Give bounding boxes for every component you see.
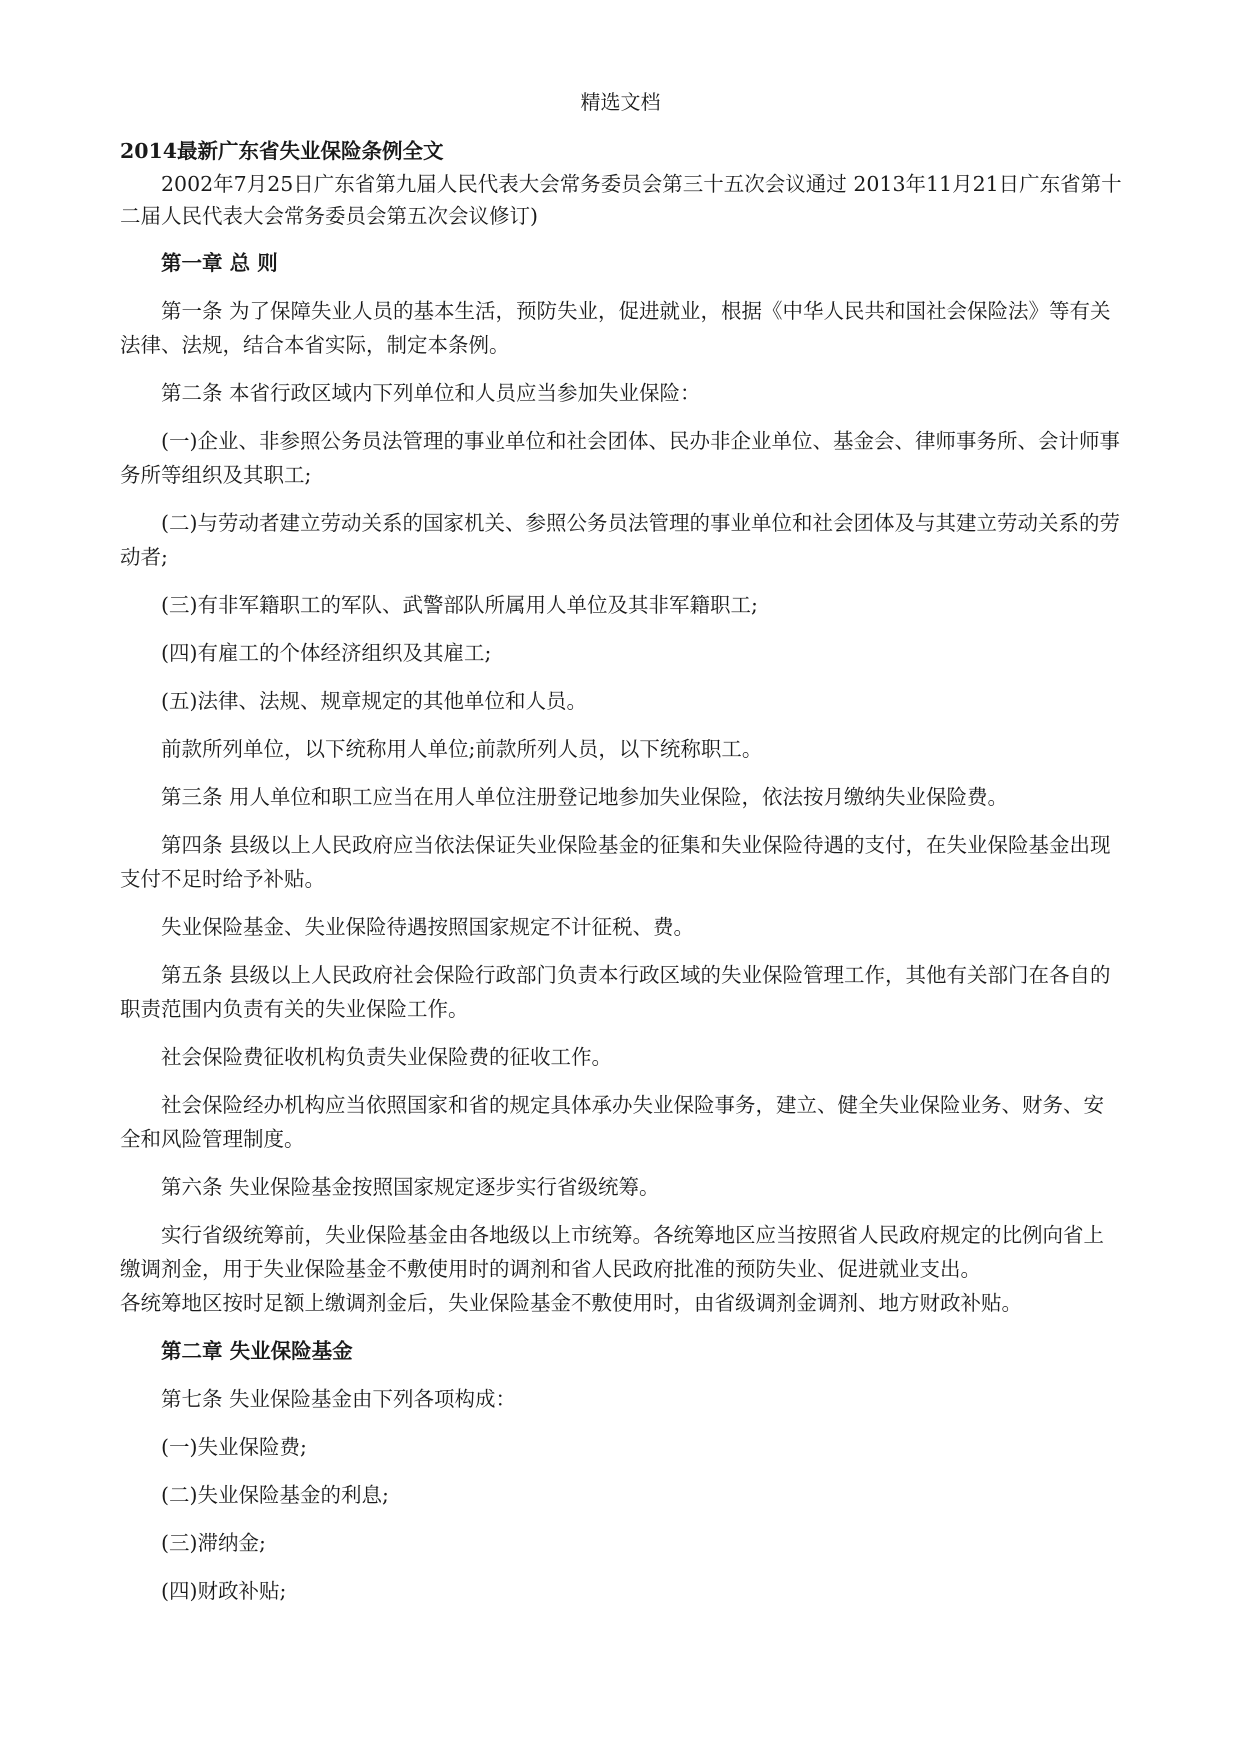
paragraph: (一)企业、非参照公务员法管理的事业单位和社会团体、民办非企业单位、基金会、律师事务所、会计师事务所等组织及其职工; <box>120 429 1120 487</box>
paragraph: 第二条 本省行政区域内下列单位和人员应当参加失业保险： <box>161 381 701 405</box>
paragraph: (二)与劳动者建立劳动关系的国家机关、参照公务员法管理的事业单位和社会团体及与其建立劳动关系的劳动者; <box>120 511 1120 569</box>
chapter-heading: 第一章 总 则 <box>161 251 278 275</box>
paragraph: 第一条 为了保障失业人员的基本生活，预防失业，促进就业，根据《中华人民共和国社会保险法》等有关法律、法规，结合本省实际，制定本条例。 <box>120 299 1111 357</box>
paragraph: 实行省级统筹前，失业保险基金由各地级以上市统筹。各统筹地区应当按照省人民政府规定的比例向省上缴调剂金，用于失业保险基金不敷使用时的调剂和省人民政府批准的预防失业、促进就业支出。 <box>120 1223 1104 1281</box>
document-subtitle: 2002年7月25日广东省第九届人民代表大会常务委员会第三十五次会议通过 2013年11月21日广东省第十二届人民代表大会常务委员会第五次会议修订) <box>120 172 1122 228</box>
paragraph: 第三条 用人单位和职工应当在用人单位注册登记地参加失业保险，依法按月缴纳失业保险费。 <box>161 785 1009 809</box>
paragraph: 前款所列单位，以下统称用人单位;前款所列人员，以下统称职工。 <box>161 737 763 761</box>
paragraph: (五)法律、法规、规章规定的其他单位和人员。 <box>161 689 587 713</box>
document-title: 2014最新广东省失业保险条例全文 <box>120 139 444 163</box>
paragraph: (三)有非军籍职工的军队、武警部队所属用人单位及其非军籍职工; <box>161 593 758 617</box>
paragraph: 第四条 县级以上人民政府应当依法保证失业保险基金的征集和失业保险待遇的支付，在失业保险基金出现支付不足时给予补贴。 <box>120 833 1111 891</box>
paragraph: 第六条 失业保险基金按照国家规定逐步实行省级统筹。 <box>161 1175 660 1199</box>
document-body <box>120 134 1122 1622</box>
paragraph: (四)有雇工的个体经济组织及其雇工; <box>161 641 492 665</box>
paragraph: 各统筹地区按时足额上缴调剂金后，失业保险基金不敷使用时，由省级调剂金调剂、地方财政补贴。 <box>120 1291 1022 1315</box>
paragraph: (二)失业保险基金的利息; <box>161 1483 389 1507</box>
paragraph: 社会保险经办机构应当依照国家和省的规定具体承办失业保险事务，建立、健全失业保险业务、财务、安全和风险管理制度。 <box>120 1093 1104 1151</box>
paragraph: (一)失业保险费; <box>161 1435 307 1459</box>
paragraph: 失业保险基金、失业保险待遇按照国家规定不计征税、费。 <box>161 915 694 939</box>
page-header: 精选文档 <box>580 90 661 114</box>
paragraph: (四)财政补贴; <box>161 1579 287 1603</box>
paragraph: 第七条 失业保险基金由下列各项构成： <box>161 1387 517 1411</box>
paragraph: 社会保险费征收机构负责失业保险费的征收工作。 <box>161 1045 612 1069</box>
paragraph: 第五条 县级以上人民政府社会保险行政部门负责本行政区域的失业保险管理工作，其他有关部门在各自的职责范围内负责有关的失业保险工作。 <box>120 963 1111 1021</box>
chapter-heading: 第二章 失业保险基金 <box>161 1339 353 1363</box>
paragraph: (三)滞纳金; <box>161 1531 266 1555</box>
